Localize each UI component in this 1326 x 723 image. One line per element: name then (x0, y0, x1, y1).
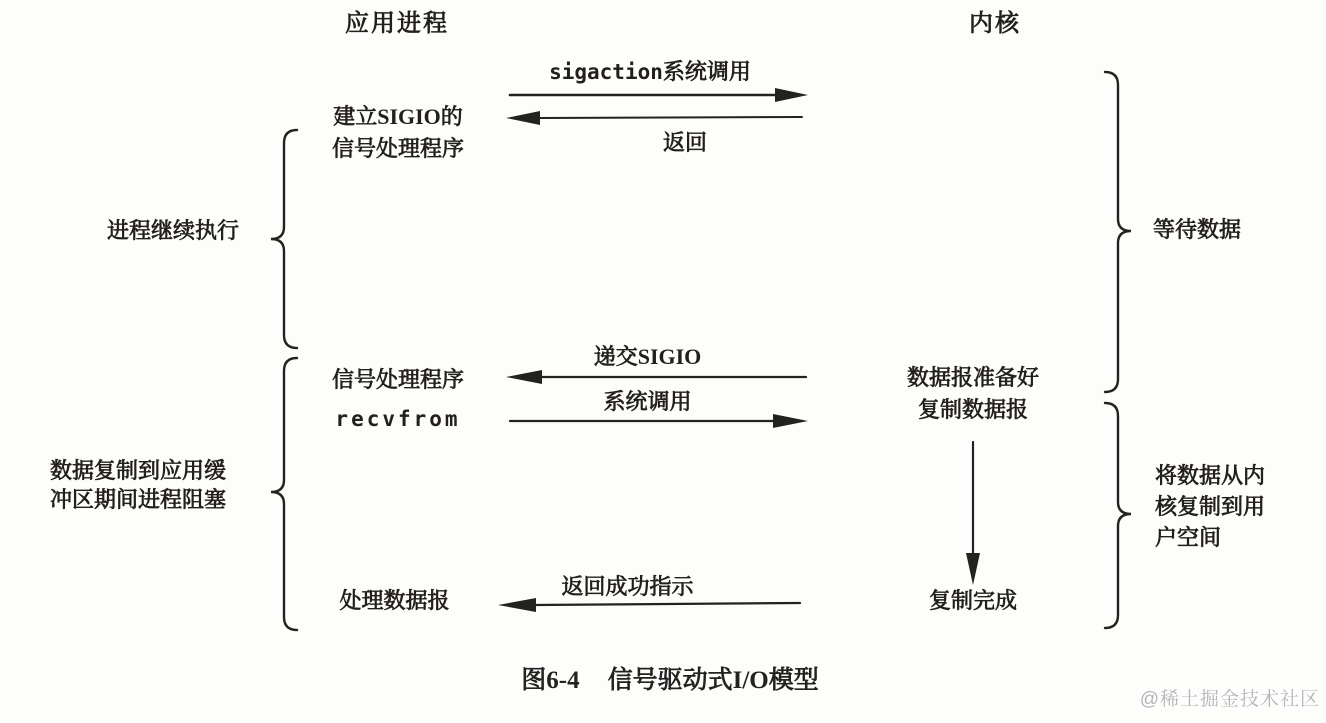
watermark: @稀土掘金技术社区 (1139, 689, 1320, 710)
copy-complete-label: 复制完成 (928, 588, 1017, 613)
return-success-arrowhead-icon (498, 598, 536, 612)
sigaction-cjk-text: 系统调用 (662, 59, 751, 84)
return-success-arrow-line (534, 603, 800, 605)
figure-title: 信号驱动式I/O模型 (607, 667, 819, 694)
datagram-ready-line1: 数据报准备好 (906, 365, 1039, 390)
syscall-label: 系统调用 (603, 389, 692, 414)
deliver-sigio-label: 递交SIGIO (593, 344, 702, 369)
kernel-header: 内核 (969, 11, 1021, 37)
kernel-copy-line1: 将数据从内 (1155, 463, 1266, 488)
copy-blocked-label (18, 456, 258, 514)
sigaction-call-label (505, 56, 795, 88)
syscall-arrowhead-icon (773, 414, 808, 428)
copy-blocked-brace (271, 358, 297, 630)
setup-sigio-handler-line2: 信号处理程序 (331, 136, 464, 161)
datagram-ready-line2: 复制数据报 (917, 397, 1028, 422)
kernel-copy-brace (1105, 403, 1131, 628)
copy-blocked-line1: 数据复制到应用缓 (49, 458, 226, 483)
recvfrom-label: recvfrom (335, 407, 461, 431)
process-continues-brace (271, 130, 297, 348)
sigaction-code-text: sigaction (549, 60, 663, 84)
signal-handler-label: 信号处理程序 (331, 367, 464, 392)
kernel-copy-line3: 户空间 (1155, 525, 1222, 550)
process-continues-label: 进程继续执行 (106, 218, 239, 243)
wait-data-label: 等待数据 (1153, 217, 1242, 242)
figure-caption (450, 660, 890, 696)
return-arrowhead-icon (506, 111, 540, 125)
return-label: 返回 (662, 130, 707, 155)
deliver-sigio-arrowhead-icon (506, 370, 542, 384)
copy-blocked-line2: 冲区期间进程阻塞 (49, 487, 226, 512)
wait-data-brace (1105, 72, 1131, 392)
datagram-ready-label (880, 362, 1066, 426)
return-success-label: 返回成功指示 (561, 574, 694, 599)
return-arrow-line (538, 117, 802, 118)
sigaction-call-arrowhead-icon (775, 88, 808, 102)
figure-number: 图6-4 (521, 667, 580, 694)
app-process-header: 应用进程 (345, 11, 449, 37)
copy-progress-arrowhead-icon (966, 553, 980, 585)
setup-sigio-handler-label (305, 101, 491, 165)
kernel-copy-line2: 核复制到用 (1155, 494, 1266, 519)
kernel-copy-label (1155, 460, 1310, 553)
process-datagram-label: 处理数据报 (339, 588, 450, 613)
setup-sigio-handler-line1: 建立SIGIO的 (333, 104, 463, 129)
